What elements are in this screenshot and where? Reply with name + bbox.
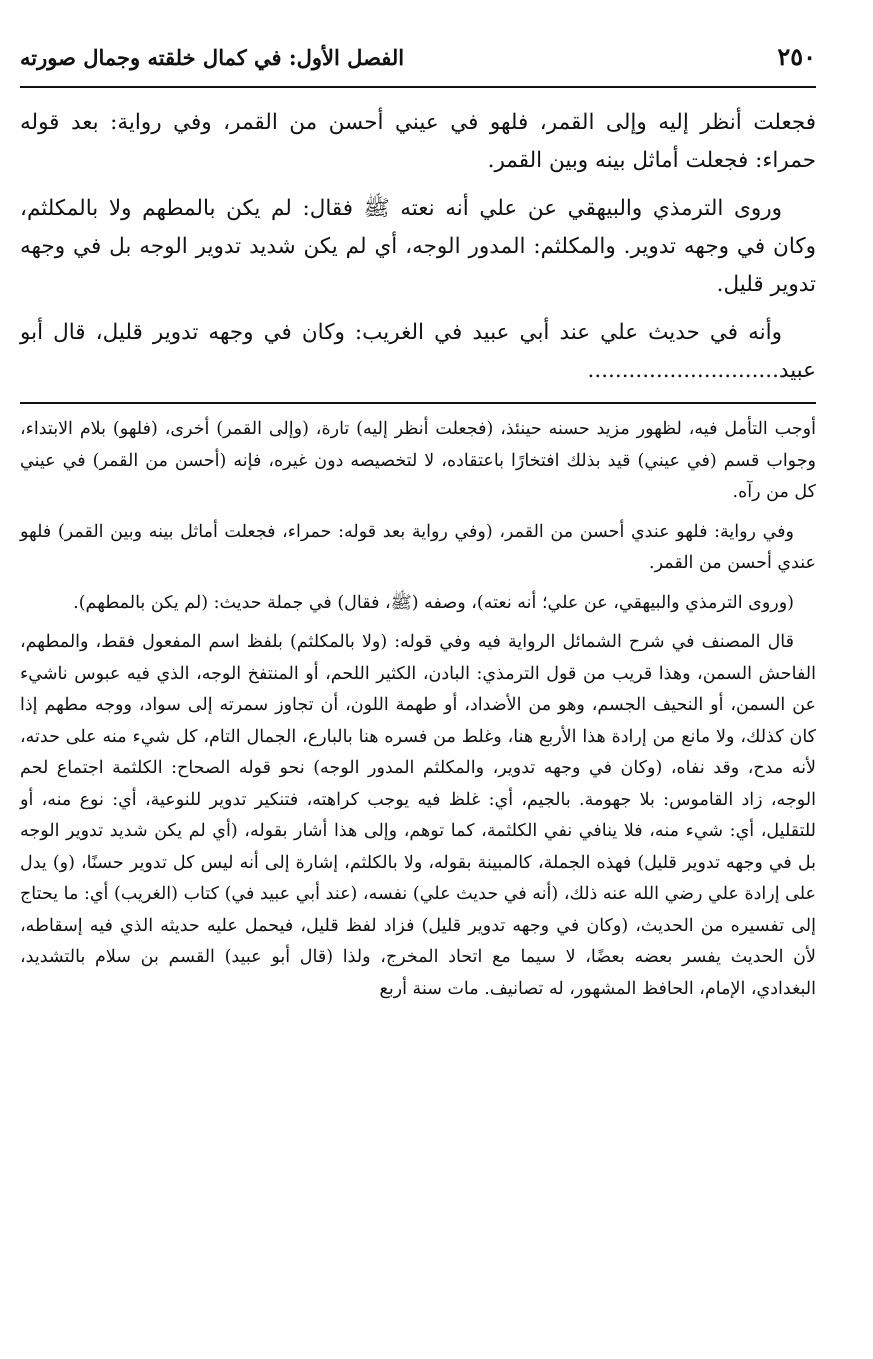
main-paragraph: وروى الترمذي والبيهقي عن علي أنه نعته ﷺ فقال: لم يكن بالمطهم ولا بالمكلثم، وكان في وجهه تدوير. والمكلثم: المدور الوجه، أي لم يكن شديد تدوير الوجه بل في وجهه تدوير قليل. bbox=[20, 196, 816, 297]
section-divider bbox=[20, 402, 816, 404]
commentary-paragraph: (وروى الترمذي والبيهقي، عن علي؛ أنه نعته)، وصفه (ﷺ، فقال) في جملة حديث: (لم يكن بالمطهم). bbox=[73, 592, 794, 613]
main-paragraph: وأنه في حديث علي عند أبي عبيد في الغريب: وكان في وجهه تدوير قليل، قال أبو عبيد............................ bbox=[20, 320, 816, 383]
page-number: ٢٥٠ bbox=[777, 42, 816, 71]
main-text bbox=[20, 104, 816, 390]
book-page bbox=[20, 42, 816, 1013]
chapter-title: الفصل الأول: في كمال خلقته وجمال صورته bbox=[20, 45, 405, 70]
running-head bbox=[20, 42, 816, 88]
commentary-paragraph: قال المصنف في شرح الشمائل الرواية فيه وفي قوله: (ولا بالمكلثم) بلفظ اسم المفعول فقط، والمطهم، الفاحش السمن، وهذا قريب من قول الترمذي: البادن، الكثير اللحم، أو المنتفخ الوجه، الذي فيه عبوس ناشيء عن السمن، أو النحيف الجسم، وهو من الأضداد، أو طهمة اللون، أن تجاوز سمرته إلى سواد، ووجه مطهم إذا كان كذلك، ولا مانع من إرادة هذا الأربع هنا، وغلط من فسره هنا بالبارع، الجمال التام، كل شيء منه على حدته، لأنه مدح، وقد نفاه، (وكان في وجهه تدوير، والمكلثم المدور الوجه) نحو قوله الصحاح: الكلثمة اجتماع لحم الوجه، زاد القاموس: بلا جهومة. بالجيم، أي: غلظ فيه يوجب كراهته، فتنكير تدوير للنوعية، أي: نوع منه، أو للتقليل، أي: شيء منه، فلا ينافي نفي الكلثمة، كما توهم، وإلى هذا أشار بقوله، (أي لم يكن شديد تدوير الوجه بل في وجهه تدوير قليل) فهذه الجملة، كالمبينة بقوله، ولا بالكلثم، إشارة إلى أنه ليس كل تدوير حسنًا، (و) يدل على إرادة علي رضي الله عنه ذلك، (أنه في حديث علي) نفسه، (عند أبي عبيد في) كتاب (الغريب) أي: ما يحتاج إلى تفسيره من الحديث، (وكان في وجهه تدوير قليل) فزاد لفظ قليل، فيحمل عليه حديثه الذي فيه إسقاطه، لأن الحديث يفسر بعضه بعضًا، لا سيما مع اتحاد المخرج، ولذا (قال أبو عبيد) القسم بن سلام بالتشديد، البغدادي، الإمام، الحافظ المشهور، له تصانيف. مات سنة أربع bbox=[20, 632, 816, 999]
commentary-paragraph: أوجب التأمل فيه، لظهور مزيد حسنه حينئذ، (فجعلت أنظر إليه) تارة، (وإلى القمر) أخرى، (فلهو) بلام الابتداء، وجواب قسم (في عيني) قيد بذلك افتخارًا باعتقاده، لا لتخصيصه دون غيره، فإنه (أحسن من القمر) في عيني كل من رآه. bbox=[20, 419, 816, 502]
main-paragraph: فجعلت أنظر إليه وإلى القمر، فلهو في عيني أحسن من القمر، وفي رواية: بعد قوله حمراء: فجعلت أماثل بينه وبين القمر. bbox=[20, 110, 816, 173]
commentary bbox=[20, 414, 816, 1005]
commentary-paragraph: وفي رواية: فلهو عندي أحسن من القمر، (وفي رواية بعد قوله: حمراء، فجعلت أماثل بينه وبين القمر) فلهو عندي أحسن من القمر. bbox=[20, 521, 816, 573]
